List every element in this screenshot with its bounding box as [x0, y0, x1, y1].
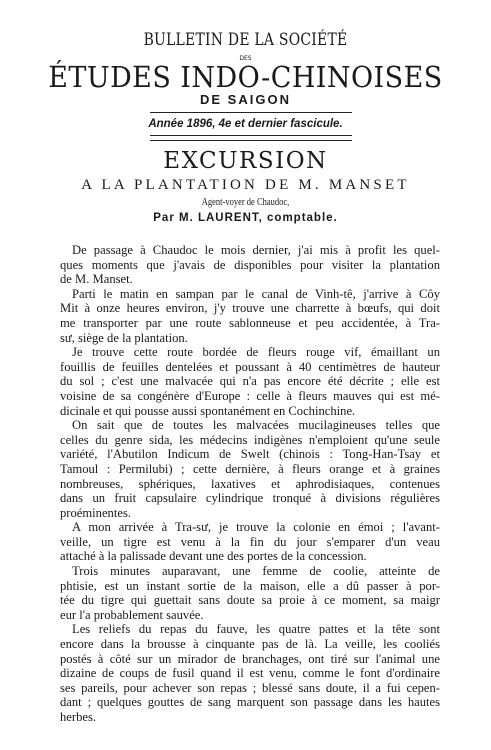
text-line: veille, un tigre est venu à la fin du jour s'emparer d'un veau: [60, 534, 440, 549]
article-agent-line: Agent-voyer de Chaudoc,: [201, 197, 290, 208]
text-line: fouillis de feuilles dentelées et poussant à 40 centimètres de hauteur: [60, 359, 440, 374]
paragraph: [60, 622, 440, 724]
paragraph: [60, 520, 440, 564]
paragraph: [60, 418, 440, 520]
text-line: dicinale et qui pousse aussi spontanément en Cochinchine.: [60, 403, 356, 418]
issue-line: Année 1896, 4e et dernier fascicule.: [148, 118, 343, 130]
text-line: Trois minutes auparavant, une femme de coolie, atteinte de: [72, 564, 440, 579]
text-line: dizaine de coups de fusil quand il est venu, comme le font d'ordinaire: [60, 666, 440, 681]
text-line: dant ; quelques gouttes de sang marquent son passage dans les hautes: [60, 695, 440, 710]
journal-des: DES: [239, 55, 252, 62]
text-line: celles du genre sida, les médecins indigènes n'emploient qu'une seule: [60, 432, 440, 447]
text-line: dans un fruit capsulaire cylindrique tronqué à divisions régulières: [60, 491, 440, 506]
text-line: nombreuses, sphériques, laxatives et aphrodisiaques, contenues: [60, 476, 440, 491]
text-line: sư, siège de la plantation.: [60, 330, 188, 345]
journal-name: BULLETIN DE LA SOCIÉTÉ: [143, 30, 348, 50]
text-line: proéminentes.: [60, 505, 131, 520]
text-line: A mon arrivée à Tra-sư, je trouve la colonie en émoi ; l'avant-: [72, 520, 440, 535]
text-line: attaché à la palissade devant une des portes de la concession.: [60, 549, 367, 564]
text-line: me transporter par une route sablonneuse et peu accidentée, à Tra-: [60, 315, 440, 330]
text-line: postés à côté sur un mirador de branchages, ont tiré sur l'animal une: [60, 651, 440, 666]
text-line: De passage à Chaudoc le mois dernier, j'ai mis à profit les quel-: [72, 243, 440, 257]
text-line: de M. Manset.: [60, 272, 133, 287]
journal-title: ÉTUDES INDO-CHINOISES: [48, 60, 443, 94]
text-line: phtisie, est un instant sortie de la maison, elle a dû passer à por-: [60, 578, 440, 593]
text-line: Mit à onze heures environ, j'y trouve une charrette à bœufs, qui doit: [60, 301, 440, 316]
paragraph: [60, 243, 440, 287]
text-line: variété, l'Abutilon Indicum de Swelt (chinois : Tong-Han-Tsay et: [60, 447, 440, 462]
text-line: ses pareils, pour achever son repas ; blessé sans doute, il a fui cepen-: [60, 680, 440, 695]
text-line: tée du tigre qui guettait sans doute sa proie à ce moment, sa maigr: [60, 593, 440, 608]
paragraph: [60, 564, 440, 622]
text-line: ques moments que j'avais de disponibles pour visiter la plantation: [60, 257, 440, 272]
text-line: Parti le matin en sampan par le canal de Vinh-tê, j'arrive à Côy: [72, 286, 440, 301]
text-line: encore dans la brousse à cinquante pas de là. La veille, les cooliés: [60, 637, 440, 652]
article-body: [60, 243, 440, 725]
text-line: Tamoul : Permilubi) ; cette dernière, à fleurs orange et à graines: [60, 461, 440, 476]
article-title: EXCURSION: [163, 148, 328, 174]
journal-city: DE SAIGON: [200, 92, 291, 107]
text-line: Les reliefs du repas du fauve, les quatre pattes et la tête sont: [72, 622, 440, 637]
paragraph: [60, 287, 440, 345]
header-rule-bottom: [150, 135, 352, 136]
text-line: voisine de sa congénère d'Europe : celle à fleurs mauves qui est mé-: [60, 388, 440, 403]
text-line: On sait que de toutes les malvacées mucilagineuses telles que: [72, 418, 440, 433]
text-line: herbes.: [60, 710, 97, 724]
header-rule-top: [150, 112, 352, 113]
article-subtitle: A LA PLANTATION DE M. MANSET: [81, 177, 410, 193]
text-line: Je trouve cette route bordée de fleurs rouge vif, émaillant un: [72, 345, 440, 360]
text-line: du sol ; c'est une malvacée qui n'a pas encore été décrite ; elle est: [60, 374, 440, 389]
article-author: Par M. LAURENT, comptable.: [153, 212, 338, 224]
paragraph: [60, 345, 440, 418]
text-line: eur l'a probablement sauvée.: [60, 607, 204, 622]
header-rule-bottom-thin: [150, 140, 352, 141]
